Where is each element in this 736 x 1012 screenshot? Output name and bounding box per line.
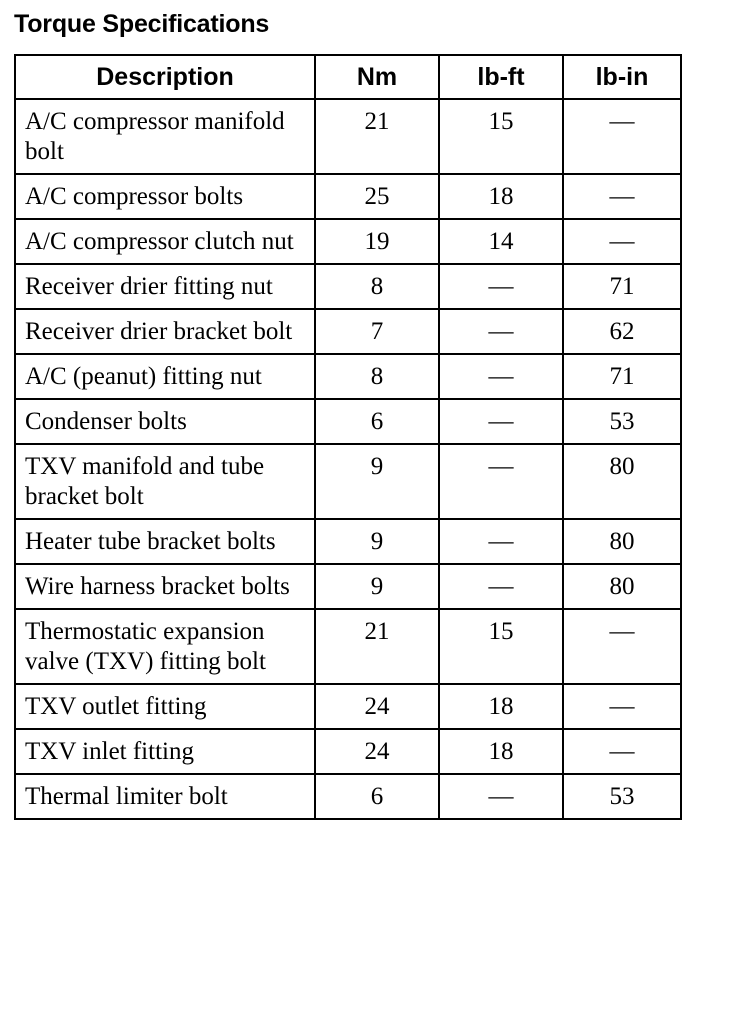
lb-in-cell: — [563, 99, 681, 174]
nm-cell: 25 [315, 174, 439, 219]
description-cell: A/C (peanut) fitting nut [15, 354, 315, 399]
table-body [15, 99, 681, 819]
lb-ft-cell: — [439, 519, 563, 564]
lb-in-cell: — [563, 219, 681, 264]
table-row [15, 444, 681, 519]
description-cell: A/C compressor manifold bolt [15, 99, 315, 174]
table-row [15, 729, 681, 774]
table-row [15, 399, 681, 444]
description-cell: Heater tube bracket bolts [15, 519, 315, 564]
lb-ft-cell: — [439, 264, 563, 309]
nm-cell: 9 [315, 519, 439, 564]
table-row [15, 264, 681, 309]
lb-ft-cell: 18 [439, 729, 563, 774]
lb-in-cell: 53 [563, 399, 681, 444]
lb-in-cell: 80 [563, 564, 681, 609]
lb-in-cell: 62 [563, 309, 681, 354]
lb-ft-cell: — [439, 354, 563, 399]
description-cell: Thermostatic expansion valve (TXV) fitting bolt [15, 609, 315, 684]
lb-ft-cell: — [439, 564, 563, 609]
lb-ft-cell: 18 [439, 174, 563, 219]
lb-in-cell: 71 [563, 354, 681, 399]
description-cell: Receiver drier fitting nut [15, 264, 315, 309]
table-row [15, 609, 681, 684]
nm-cell: 7 [315, 309, 439, 354]
table-row [15, 519, 681, 564]
table-row [15, 774, 681, 819]
lb-in-cell: 80 [563, 519, 681, 564]
lb-ft-cell: — [439, 309, 563, 354]
column-header-description: Description [15, 55, 315, 99]
lb-in-cell: 80 [563, 444, 681, 519]
description-cell: Wire harness bracket bolts [15, 564, 315, 609]
lb-in-cell: — [563, 729, 681, 774]
nm-cell: 8 [315, 354, 439, 399]
lb-in-cell: 71 [563, 264, 681, 309]
nm-cell: 19 [315, 219, 439, 264]
nm-cell: 8 [315, 264, 439, 309]
nm-cell: 24 [315, 684, 439, 729]
table-row [15, 684, 681, 729]
nm-cell: 9 [315, 564, 439, 609]
column-header-lb-in: lb-in [563, 55, 681, 99]
lb-ft-cell: 14 [439, 219, 563, 264]
description-cell: A/C compressor bolts [15, 174, 315, 219]
lb-ft-cell: 15 [439, 99, 563, 174]
nm-cell: 21 [315, 99, 439, 174]
lb-ft-cell: — [439, 774, 563, 819]
description-cell: Thermal limiter bolt [15, 774, 315, 819]
description-cell: TXV inlet fitting [15, 729, 315, 774]
header-row [15, 55, 681, 99]
lb-ft-cell: 18 [439, 684, 563, 729]
lb-ft-cell: — [439, 444, 563, 519]
lb-ft-cell: — [439, 399, 563, 444]
table-row [15, 564, 681, 609]
column-header-nm: Nm [315, 55, 439, 99]
description-cell: Condenser bolts [15, 399, 315, 444]
page-title: Torque Specifications [14, 10, 270, 38]
torque-spec-table [14, 54, 682, 820]
column-header-lb-ft: lb-ft [439, 55, 563, 99]
nm-cell: 21 [315, 609, 439, 684]
table-row [15, 354, 681, 399]
description-cell: TXV outlet fitting [15, 684, 315, 729]
nm-cell: 6 [315, 399, 439, 444]
description-cell: TXV manifold and tube bracket bolt [15, 444, 315, 519]
table-row [15, 309, 681, 354]
nm-cell: 9 [315, 444, 439, 519]
table-row [15, 219, 681, 264]
table-row [15, 99, 681, 174]
nm-cell: 6 [315, 774, 439, 819]
lb-in-cell: — [563, 609, 681, 684]
description-cell: Receiver drier bracket bolt [15, 309, 315, 354]
table-row [15, 174, 681, 219]
nm-cell: 24 [315, 729, 439, 774]
lb-in-cell: — [563, 174, 681, 219]
lb-in-cell: 53 [563, 774, 681, 819]
lb-ft-cell: 15 [439, 609, 563, 684]
lb-in-cell: — [563, 684, 681, 729]
description-cell: A/C compressor clutch nut [15, 219, 315, 264]
